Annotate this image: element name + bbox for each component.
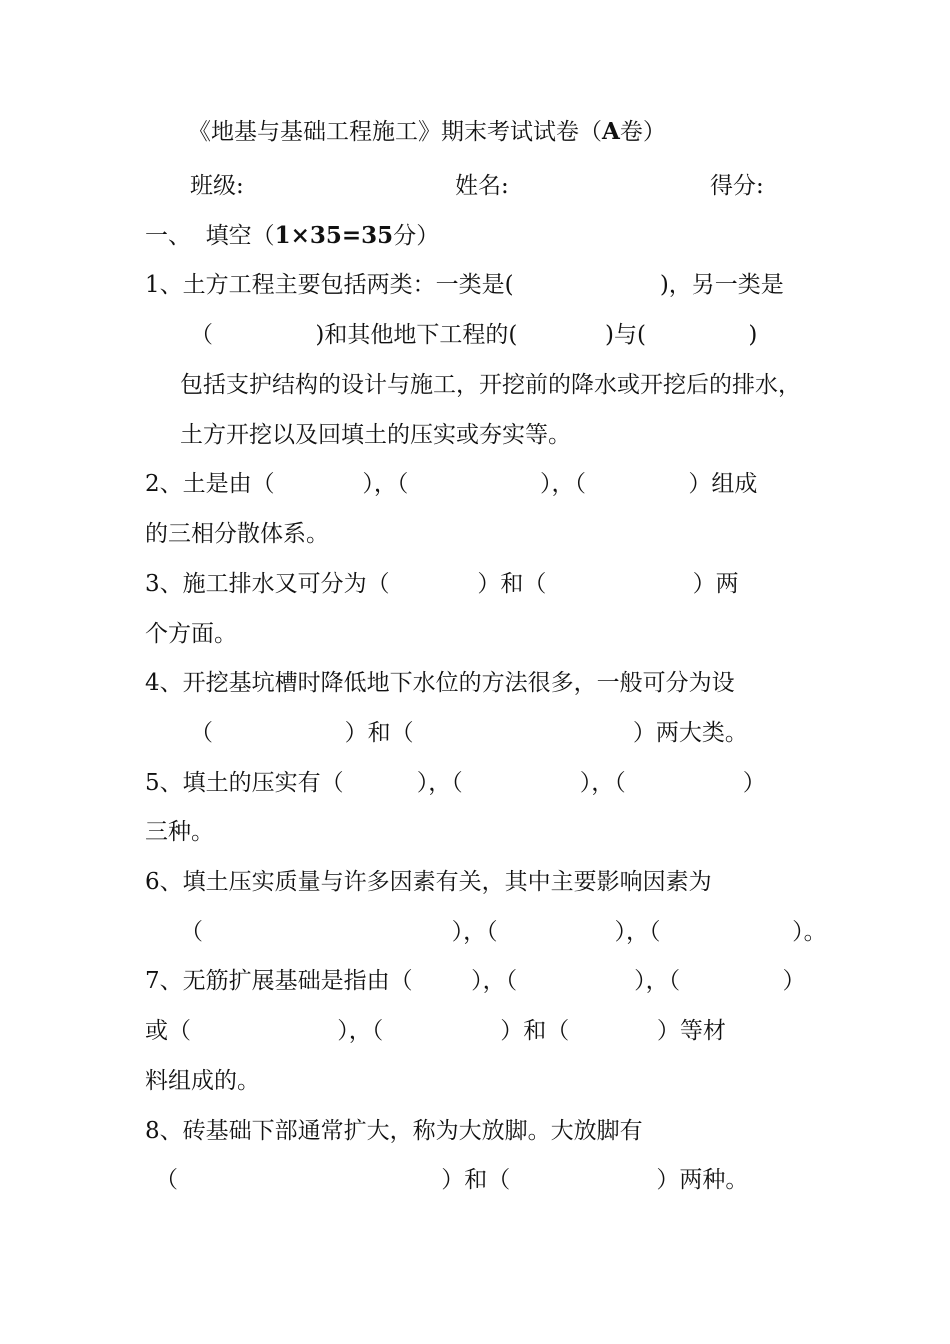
section-heading <box>145 221 439 251</box>
q6-line1: 6、填土压实质量与许多因素有关，其中主要影响因素为 <box>145 869 712 895</box>
q8-line1: 8、砖基础下部通常扩大，称为大放脚。大放脚有 <box>145 1118 643 1144</box>
q1-line1: 1、土方工程主要包括两类：一类是( )，另一类是 <box>145 272 784 298</box>
q8-line2: （ ）和（ ）两种。 <box>155 1167 749 1193</box>
q1-line2: （ )和其他地下工程的( )与( ) <box>190 322 758 348</box>
q1-line3: 包括支护结构的设计与施工，开挖前的降水或开挖后的排水， <box>180 372 801 398</box>
q1-line4: 土方开挖以及回填土的压实或夯实等。 <box>180 422 571 448</box>
title-bold: A <box>602 118 620 145</box>
section-bold: 1×35=35 <box>274 222 394 249</box>
q3-line1: 3、施工排水又可分为（ ）和（ ）两 <box>145 571 739 597</box>
exam-title <box>188 117 666 147</box>
section-suffix: 分） <box>393 223 440 249</box>
title-prefix: 《地基与基础工程施工》期末考试试卷（ <box>188 119 602 145</box>
q7-line1: 7、无筋扩展基础是指由（ ），（ ），（ ） <box>145 968 806 994</box>
q5-line2: 三种。 <box>145 819 214 845</box>
q6-line2: （ ），（ ），（ ）。 <box>180 919 827 945</box>
title-suffix: 卷） <box>619 119 666 145</box>
q5-line1: 5、填土的压实有（ ），（ ），（ ） <box>145 770 766 796</box>
q7-line3: 料组成的。 <box>145 1068 260 1094</box>
class-label: 班级: <box>190 173 244 199</box>
q2-line1: 2、土是由（ ），（ ），（ ）组成 <box>145 471 758 497</box>
q3-line2: 个方面。 <box>145 621 237 647</box>
q7-line2: 或（ ），（ ）和（ ）等材 <box>145 1018 726 1044</box>
score-label: 得分: <box>710 173 764 199</box>
q4-line1: 4、开挖基坑槽时降低地下水位的方法很多，一般可分为设 <box>145 670 735 696</box>
section-prefix: 一、 填空（ <box>145 223 275 249</box>
q2-line2: 的三相分散体系。 <box>145 521 329 547</box>
name-label: 姓名: <box>455 173 509 199</box>
q4-line2: （ ）和（ ）两大类。 <box>190 720 748 746</box>
